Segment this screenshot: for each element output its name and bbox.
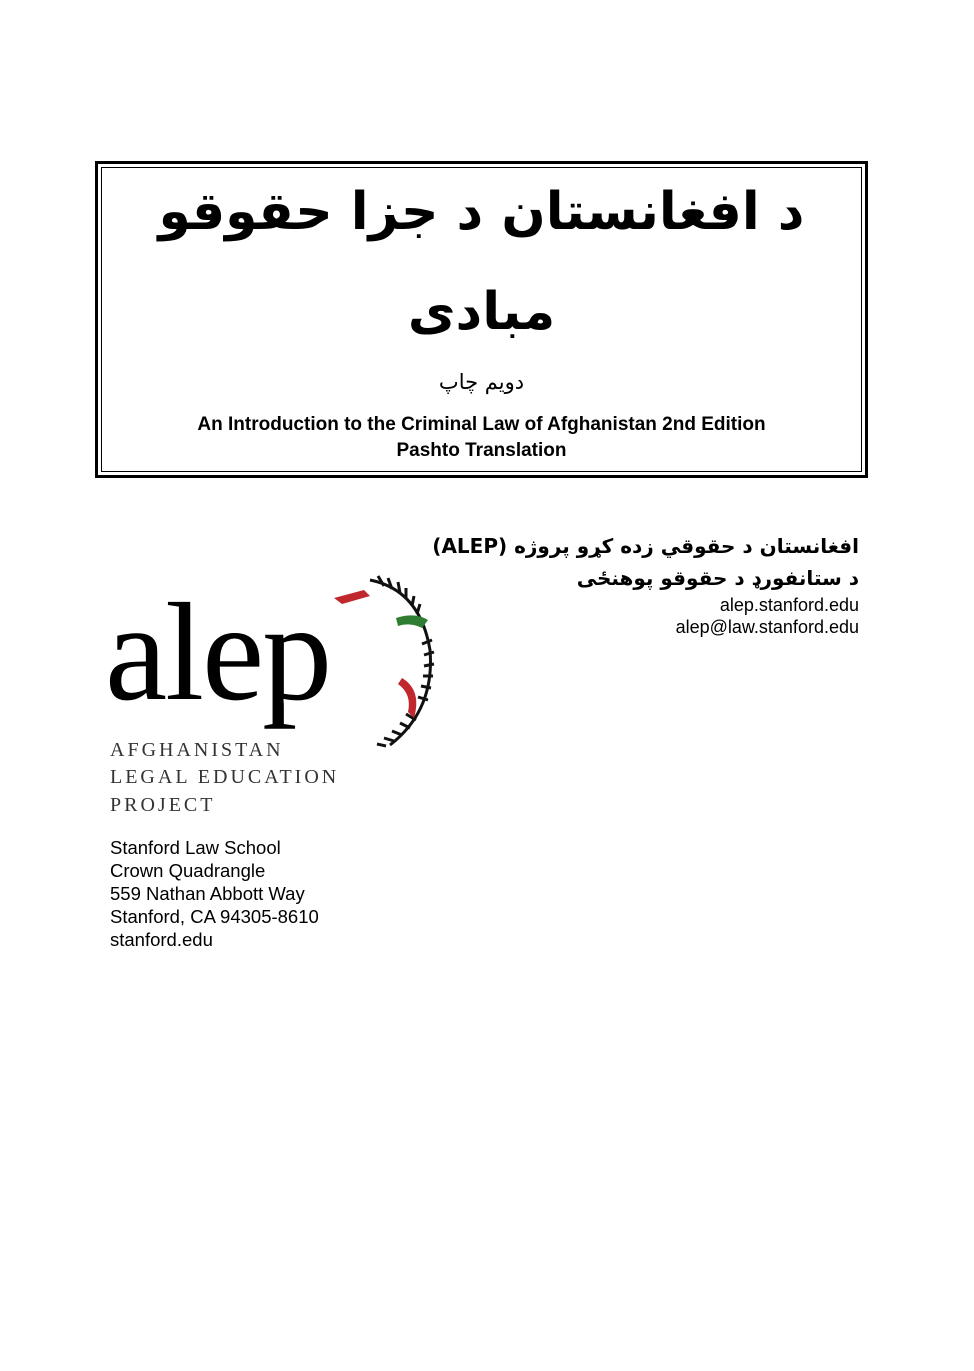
address-line3: 559 Nathan Abbott Way	[110, 883, 305, 904]
address-line4: Stanford, CA 94305-8610	[110, 906, 319, 927]
english-subtitle: Pashto Translation	[396, 440, 567, 461]
contact-block	[432, 530, 859, 638]
pashto-title-line1: د افغانستان د جزا حقوقو	[158, 182, 805, 242]
pashto-title-line2: مبادی	[407, 282, 556, 342]
contact-email[interactable]: alep@law.stanford.edu	[675, 617, 859, 637]
contact-pashto-line2: د ستانفورډ د حقوقو پوهنځی	[576, 566, 859, 590]
address-line2: Crown Quadrangle	[110, 860, 266, 881]
red-ribbon-lower	[398, 678, 416, 718]
logo-wordmark: alep	[105, 575, 331, 730]
green-ribbon	[396, 615, 428, 628]
address-block	[110, 836, 319, 951]
logo-line3: PROJECT	[110, 794, 216, 816]
logo-line2: LEGAL EDUCATION	[110, 766, 340, 788]
pashto-edition: دویم چاپ	[438, 370, 525, 394]
logo-line1: AFGHANISTAN	[110, 739, 284, 761]
contact-website[interactable]: alep.stanford.edu	[719, 595, 859, 615]
red-ribbon	[334, 590, 370, 604]
wreath-icon	[330, 570, 440, 760]
english-title: An Introduction to the Criminal Law of Afghanistan 2nd Edition	[197, 414, 766, 435]
alep-logo	[100, 570, 450, 820]
title-box	[95, 161, 868, 478]
address-line1: Stanford Law School	[110, 837, 281, 858]
address-website[interactable]: stanford.edu	[110, 929, 213, 950]
contact-pashto-line1: افغانستان د حقوقي زده کړو پروژه (ALEP)	[432, 534, 859, 558]
